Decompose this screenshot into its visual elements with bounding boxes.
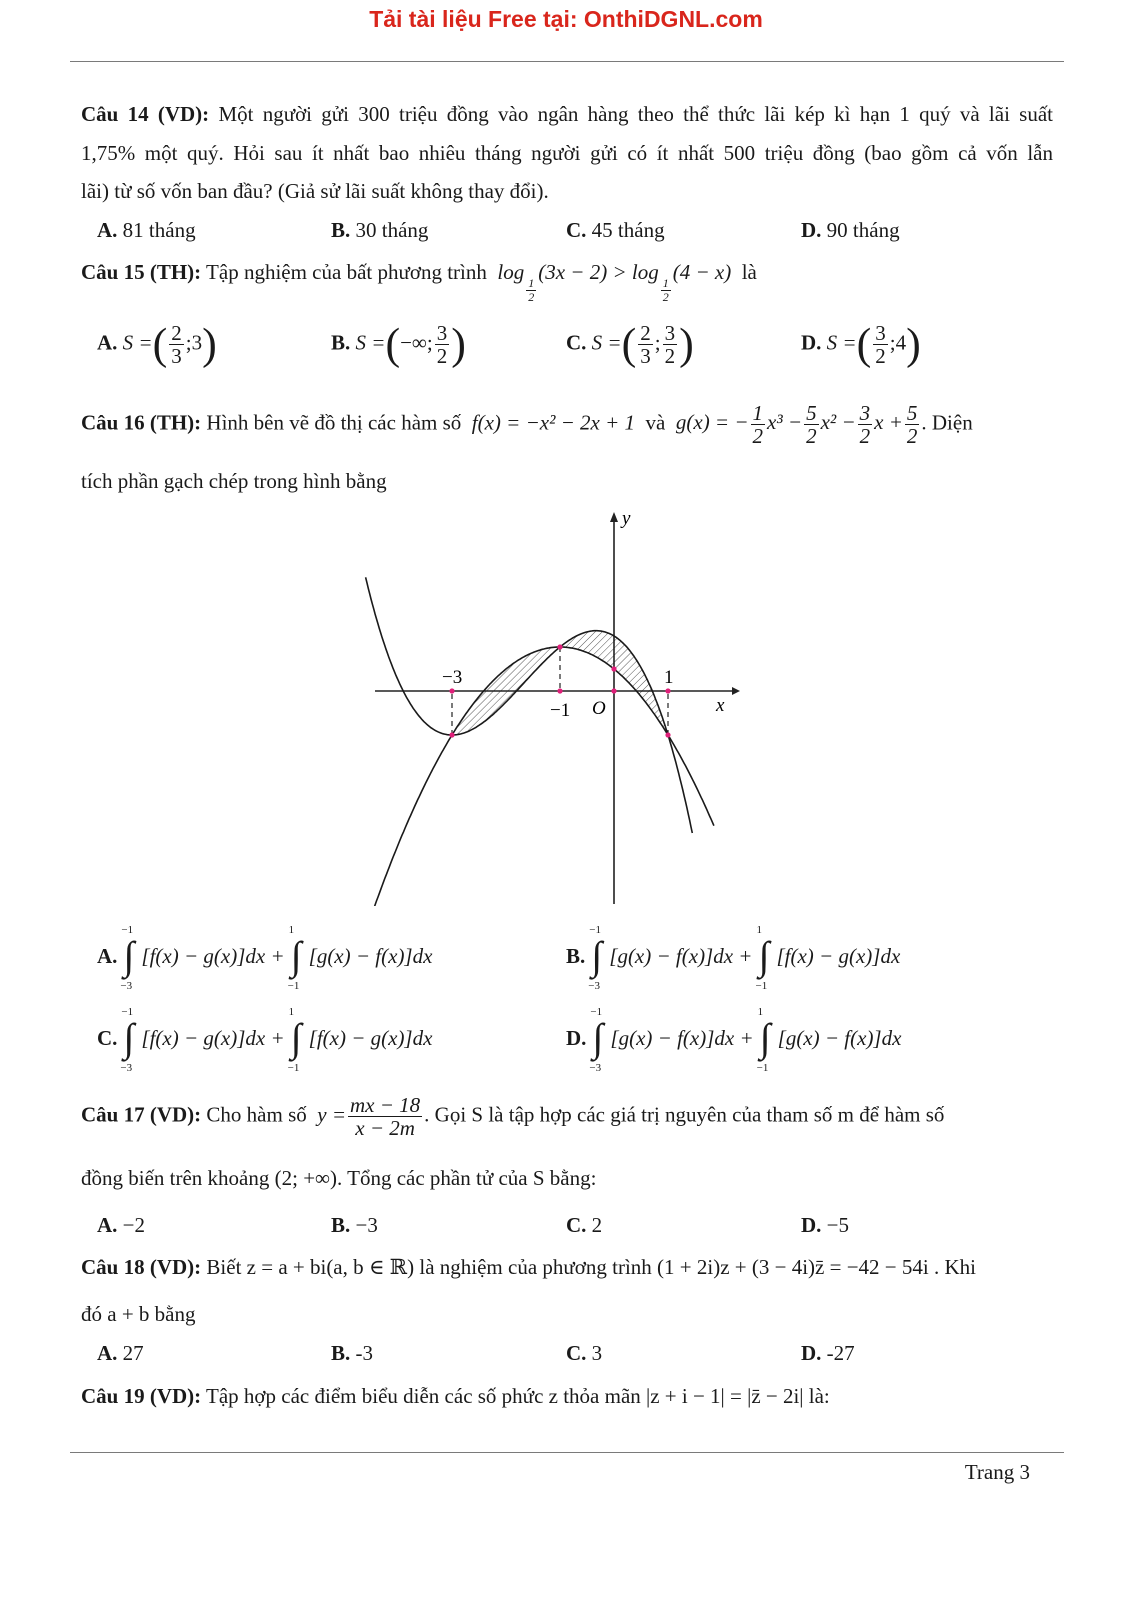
q14-label: Câu 14 (VD):: [81, 102, 210, 126]
origin-label: O: [592, 698, 606, 719]
q19-line1: Câu 19 (VD): Tập hợp các điểm biểu diễn các số phức z thỏa mãn |z + i − 1| = |z̄ − 2i| là:: [81, 1384, 830, 1408]
q17-option-a[interactable]: A. −2: [97, 1213, 146, 1237]
point-marker: [611, 666, 616, 671]
q16-line1: Câu 16 (TH): Hình bên vẽ đồ thị các hàm số f(x) = −x² − 2x + 1 và g(x) = − $\frac{1}{2}$ x³ − $\frac{5}{2}$ x² − $\frac{3}{2}$ x + $\frac{5}{2}$ . Diện: [81, 401, 973, 449]
q18-option-a[interactable]: A. 27: [97, 1341, 144, 1365]
q14-option-b[interactable]: B. 30 tháng: [331, 218, 429, 242]
q14-option-a[interactable]: A. 81 tháng: [97, 218, 196, 242]
point-marker: [449, 688, 454, 693]
y-axis-arrow: [610, 512, 618, 522]
q18-option-b[interactable]: B. -3: [331, 1341, 374, 1365]
q18-option-c[interactable]: C. 3: [566, 1341, 603, 1365]
q17-fraction: $\frac{mx - 18}{x - 2m}$: [350, 1093, 421, 1141]
q18-label: Câu 18 (VD):: [81, 1255, 202, 1279]
q15-option-d[interactable]: D. S =( $\frac{3}{2}$ ;4): [801, 319, 921, 369]
q16-option-a[interactable]: A. −1 ∫ −3 [f(x) − g(x)]dx + 1 ∫ −1 [g(x) − f(x)]dx: [97, 924, 433, 992]
point-marker: [557, 644, 562, 649]
x-axis-label: x: [716, 695, 725, 716]
point-marker: [611, 688, 616, 693]
page-number: Trang 3: [964, 1460, 1030, 1484]
q19-label: Câu 19 (VD):: [81, 1384, 202, 1408]
q14-option-d[interactable]: D. 90 tháng: [801, 218, 900, 242]
q18-option-d[interactable]: D. -27: [801, 1341, 855, 1365]
q15-label: Câu 15 (TH):: [81, 260, 202, 284]
point-marker: [557, 688, 562, 693]
parabola-curve-f: [374, 647, 714, 906]
y-axis-label: y: [622, 508, 631, 529]
tick-label-1: 1: [664, 667, 674, 688]
q15-line1: Câu 15 (TH): Tập nghiệm của bất phương trình log $\frac{1}{2}$ (3x − 2) > log $\frac{1}{2}$ (4 − x) là: [81, 260, 757, 304]
q15-option-b[interactable]: B. S =(−∞; $\frac{3}{2}$ ): [331, 319, 466, 369]
q16-option-c[interactable]: C. −1 ∫ −3 [f(x) − g(x)]dx + 1 ∫ −1 [f(x) − g(x)]dx: [97, 1006, 433, 1074]
q16-g-expr: g(x) = − $\frac{1}{2}$ x³ − $\frac{5}{2}$ x² − $\frac{3}{2}$ x + $\frac{5}{2}$: [675, 401, 918, 449]
q17-option-b[interactable]: B. −3: [331, 1213, 378, 1237]
header-rule: [70, 61, 1064, 62]
q18-line2: đó a + b bằng: [81, 1302, 196, 1326]
tick-label-minus-1: −1: [550, 700, 571, 721]
footer-rule: [70, 1452, 1064, 1453]
q14-line1: Câu 14 (VD): Một người gửi 300 triệu đồng vào ngân hàng theo thể thức lãi kép kì hạn 1 quý và lãi suất: [81, 102, 1054, 126]
q14-line2: 1,75% một quý. Hỏi sau ít nhất bao nhiêu tháng người gửi có ít nhất 500 triệu đồng (bao gồm cả vốn lẫn: [81, 141, 1053, 165]
site-banner[interactable]: Tải tài liệu Free tại: OnthiDGNL.com: [369, 6, 763, 32]
q16-option-b[interactable]: B. −1 ∫ −3 [g(x) − f(x)]dx + 1 ∫ −1 [f(x) − g(x)]dx: [566, 924, 901, 992]
cubic-curve-g: [366, 577, 693, 833]
q14-line3: lãi) từ số vốn ban đầu? (Giả sử lãi suất không thay đổi).: [81, 179, 549, 203]
q16-line2: tích phần gạch chép trong hình bằng: [81, 469, 387, 493]
tick-label-minus-3: −3: [442, 667, 463, 688]
q15-inequality: log $\frac{1}{2}$ (3x − 2) > log $\frac{1}{2}$ (4 − x): [497, 260, 732, 304]
point-marker: [665, 732, 670, 737]
q14-option-c[interactable]: C. 45 tháng: [566, 218, 665, 242]
q17-label: Câu 17 (VD):: [81, 1102, 202, 1127]
q17-line1: Câu 17 (VD): Cho hàm số y = $\frac{mx - 18}{x - 2m}$ . Gọi S là tập hợp các giá trị nguyên của tham số m để hàm số: [81, 1093, 945, 1141]
q17-option-d[interactable]: D. −5: [801, 1213, 850, 1237]
q17-line2: đồng biến trên khoảng (2; +∞). Tổng các phần tử của S bằng:: [81, 1166, 597, 1190]
x-axis-arrow: [732, 687, 740, 695]
q18-line1: Câu 18 (VD): Biết z = a + bi(a, b ∈ ℝ) là nghiệm của phương trình (1 + 2i)z + (3 − 4i)z̄ = −42 − 54i . Khi: [81, 1255, 976, 1279]
q15-option-c[interactable]: C. S =( $\frac{2}{3}$ ; $\frac{3}{2}$ ): [566, 319, 694, 369]
function-graph: [360, 506, 740, 906]
q16-f-expr: f(x) = −x² − 2x + 1: [471, 410, 636, 435]
q16-option-d[interactable]: D. −1 ∫ −3 [g(x) − f(x)]dx + 1 ∫ −1 [g(x) − f(x)]dx: [566, 1006, 902, 1074]
point-marker: [449, 732, 454, 737]
q17-option-c[interactable]: C. 2: [566, 1213, 603, 1237]
q15-option-a[interactable]: A. S =( $\frac{2}{3}$ ;3): [97, 319, 217, 369]
point-marker: [665, 688, 670, 693]
q16-label: Câu 16 (TH):: [81, 410, 202, 435]
